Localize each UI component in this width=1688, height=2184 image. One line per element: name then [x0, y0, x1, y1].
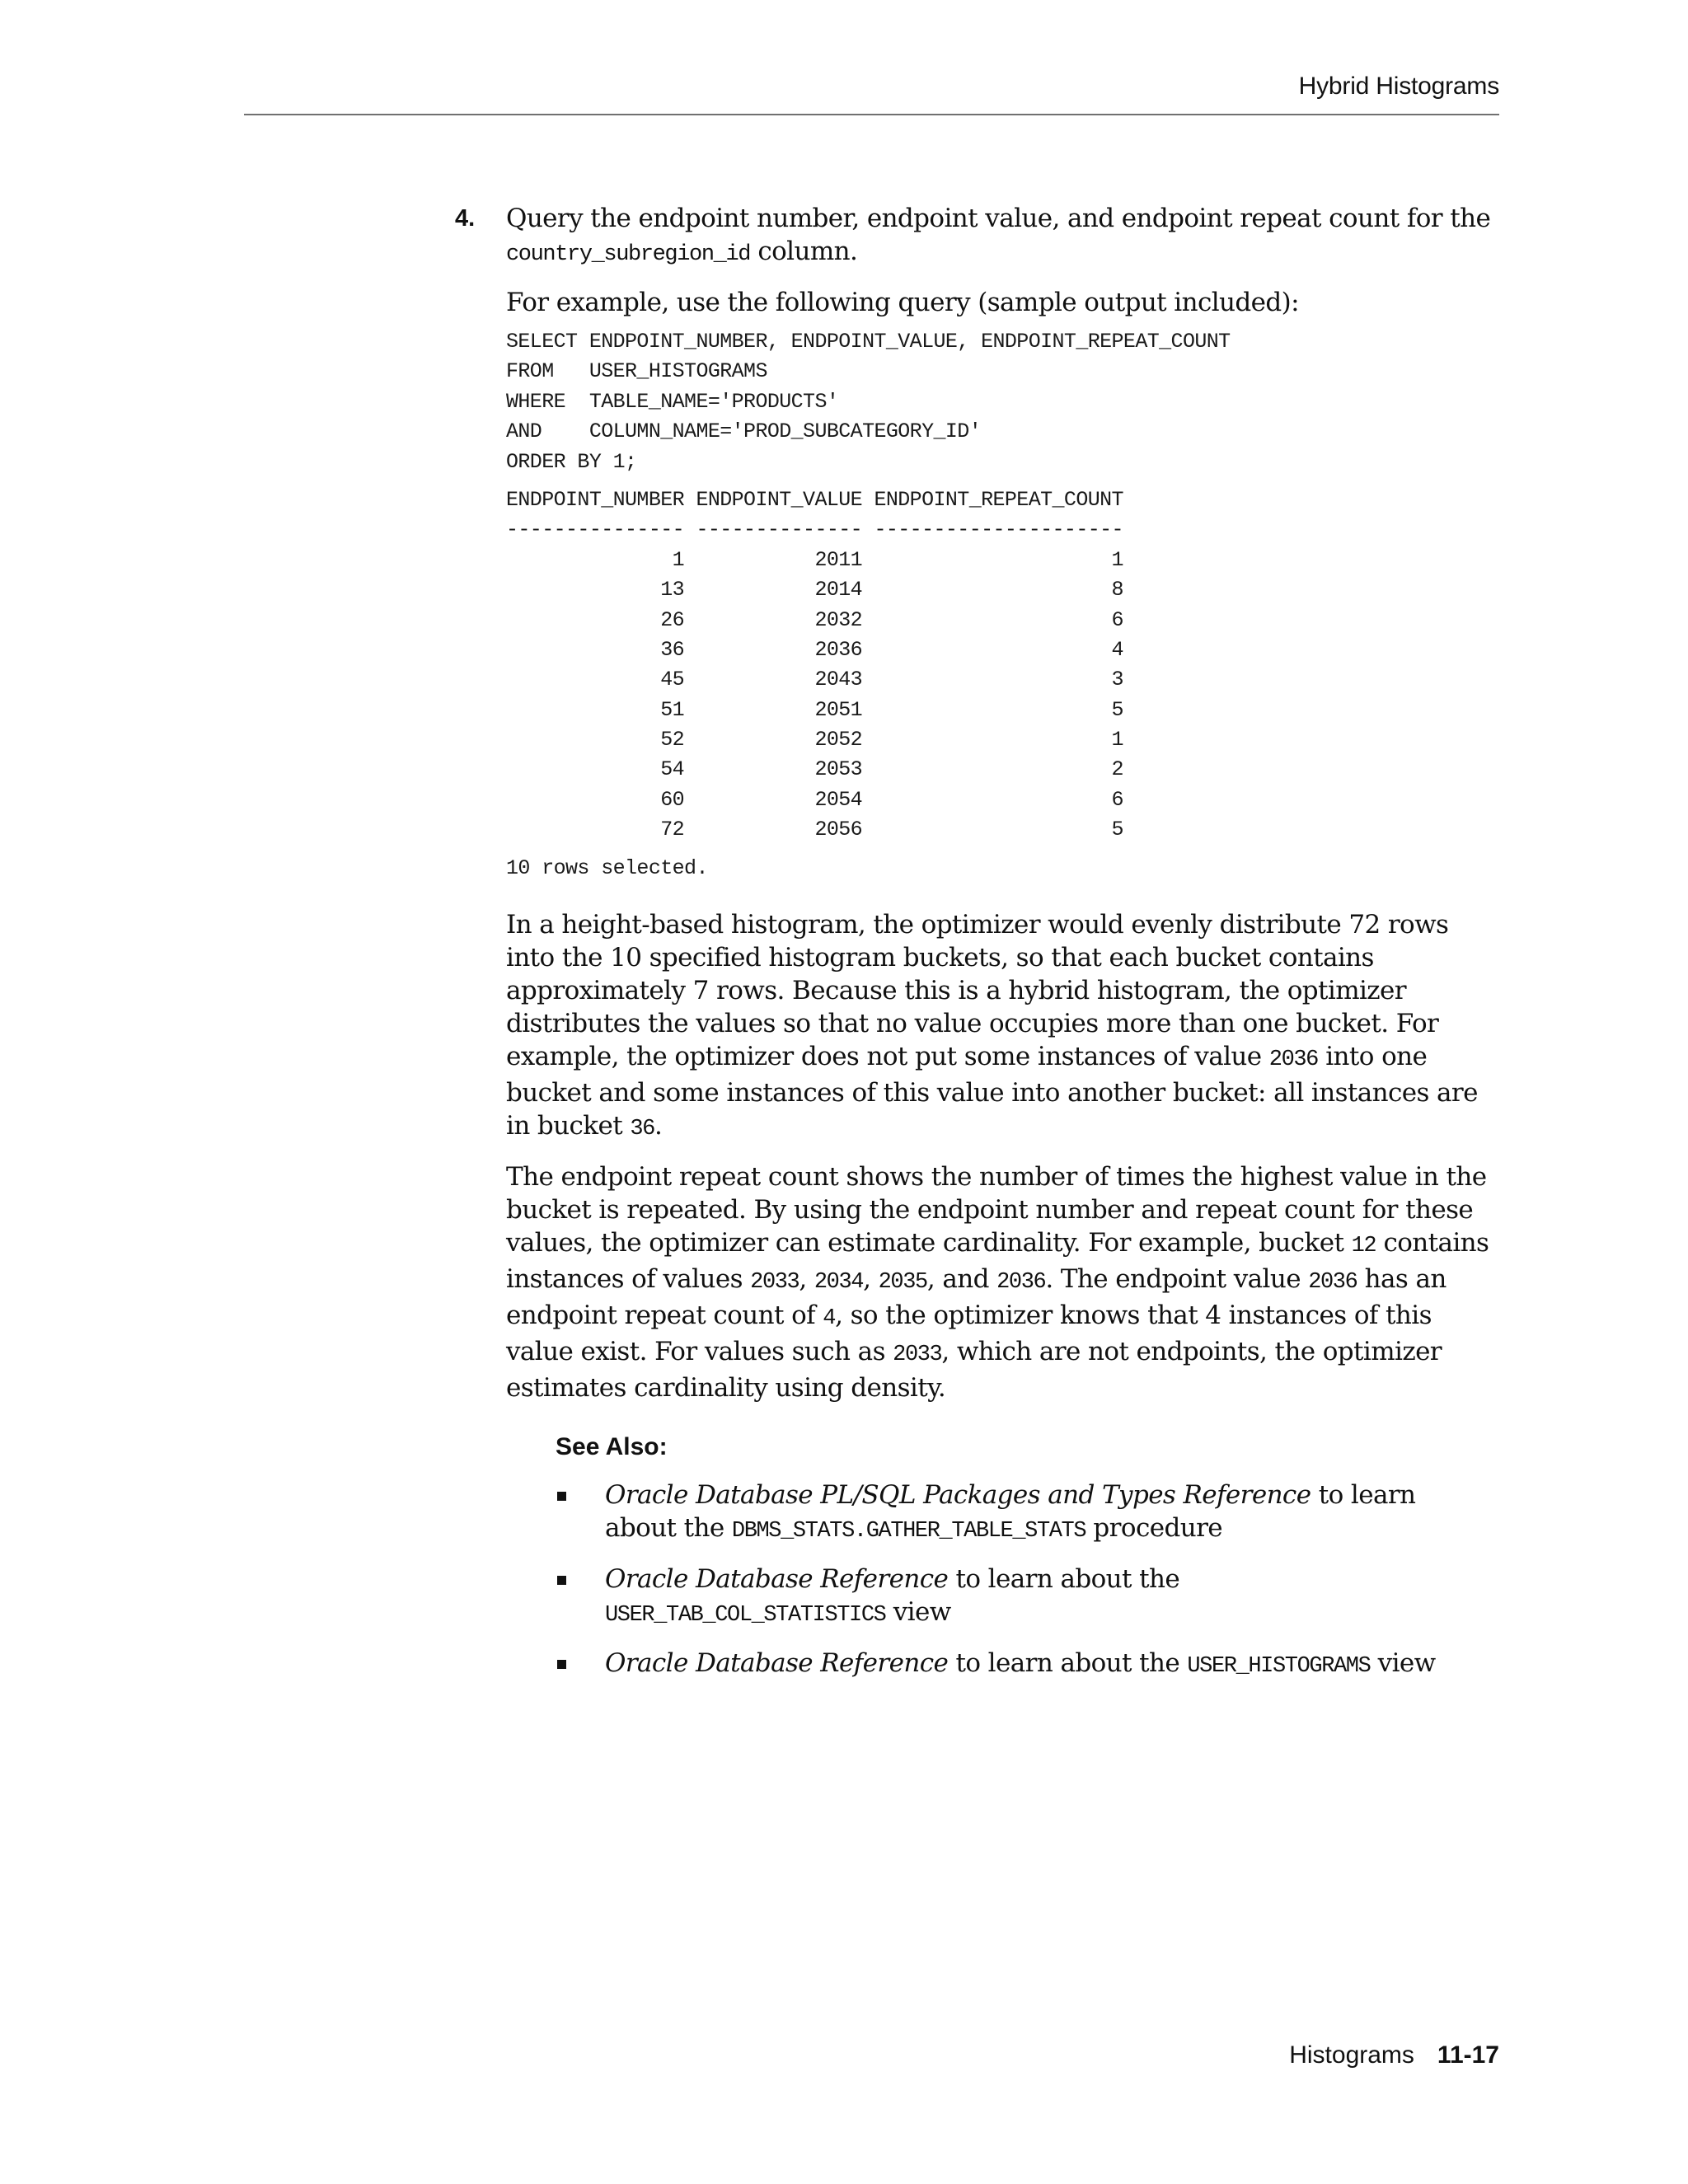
result-row: 1 2011 1: [506, 547, 1123, 572]
inline-code: 4: [823, 1306, 836, 1332]
result-row: 60 2054 6: [506, 787, 1123, 812]
inline-code: 2036: [1268, 1047, 1318, 1073]
step-intro-code: country_subregion_id: [506, 242, 751, 267]
result-row: 52 2052 1: [506, 728, 1123, 752]
see-also-box: [556, 1431, 1499, 1683]
result-row: 36 2036 4: [506, 637, 1123, 662]
rows-selected-note: [506, 854, 1499, 883]
result-row: 45 2043 3: [506, 668, 1123, 692]
step-intro-text: Query the endpoint number, endpoint value, and endpoint repeat count for the: [506, 204, 1491, 233]
paragraph-height-based: In a height-based histogram, the optimizer would evenly distribute 72 rows into the 10 specified histogram buckets, so that each bucket contains approximately 7 rows. Because this is a hybrid histogram, the optimizer distributes the values so that no value occupies more than one bucket. For example, the optimizer does not put some instances of value 2036 into one bucket and some instances of this value into another bucket: all instances are in bucket 36.: [506, 910, 1478, 1142]
see-also-item: Oracle Database Reference to learn about the USER_HISTOGRAMS view: [556, 1647, 1462, 1683]
result-row: 72 2056 5: [506, 818, 1123, 842]
book-title-link[interactable]: Oracle Database PL/SQL Packages and Types Reference: [605, 1480, 1311, 1511]
inline-code: 2033: [750, 1270, 799, 1296]
square-bullet-icon: [557, 1660, 566, 1669]
inline-code: 12: [1351, 1234, 1376, 1259]
step-4: [455, 202, 1499, 1683]
sql-query: [506, 327, 1499, 477]
inline-code: 2036: [996, 1270, 1046, 1296]
result-row: 26 2032 6: [506, 607, 1123, 632]
result-separator: --------------- -------------- ---------------------: [506, 518, 1123, 542]
page-number: 11-17: [1437, 2041, 1499, 2069]
inline-code: 2034: [814, 1270, 864, 1296]
step-number: 4.: [455, 205, 476, 232]
running-footer: [1289, 2041, 1499, 2069]
result-row: 51 2051 5: [506, 697, 1123, 722]
step-intro-end: column.: [750, 237, 858, 266]
result-header: ENDPOINT_NUMBER ENDPOINT_VALUE ENDPOINT_REPEAT_COUNT: [506, 487, 1123, 512]
inline-code: USER_HISTOGRAMS: [1187, 1654, 1371, 1680]
query-line: AND COLUMN_NAME='PROD_SUBCATEGORY_ID': [506, 419, 982, 444]
inline-code: USER_TAB_COL_STATISTICS: [605, 1603, 886, 1629]
book-title-link[interactable]: Oracle Database Reference: [605, 1648, 949, 1679]
step-intro: [506, 202, 1499, 271]
running-header: Hybrid Histograms: [1298, 73, 1499, 100]
inline-code: 36: [630, 1117, 654, 1142]
page-content: [455, 202, 1499, 1698]
result-row: 13 2014 8: [506, 578, 1123, 602]
header-rule: [244, 114, 1499, 115]
rows-selected-text: 10 rows selected.: [506, 855, 708, 880]
see-also-item: Oracle Database Reference to learn about the USER_TAB_COL_STATISTICS view: [556, 1563, 1462, 1632]
result-row: 54 2053 2: [506, 757, 1123, 782]
square-bullet-icon: [557, 1492, 566, 1501]
example-intro: For example, use the following query (sample output included):: [506, 288, 1299, 317]
query-line: FROM USER_HISTOGRAMS: [506, 359, 767, 384]
inline-code: 2033: [893, 1343, 942, 1368]
query-line: SELECT ENDPOINT_NUMBER, ENDPOINT_VALUE, ENDPOINT_REPEAT_COUNT: [506, 330, 1231, 354]
book-title-link[interactable]: Oracle Database Reference: [605, 1564, 949, 1595]
square-bullet-icon: [557, 1576, 566, 1585]
paragraph-repeat-count: The endpoint repeat count shows the number of times the highest value in the bucket is repeated. By using the endpoint number and repeat count for these values, the optimizer can estimate cardinality. For example, bucket 12 contains instances of values 2033, 2034, 2035, and 2036. The endpoint value 2036 has an endpoint repeat count of 4, so the optimizer knows that 4 instances of this value exist. For values such as 2033, which are not endpoints, the optimizer estimates cardinality using density.: [506, 1162, 1489, 1404]
footer-chapter: Histograms: [1289, 2041, 1414, 2069]
query-line: ORDER BY 1;: [506, 449, 637, 474]
inline-code: 2035: [878, 1270, 927, 1296]
query-result: [506, 485, 1499, 846]
see-also-title: See Also:: [556, 1433, 668, 1461]
inline-code: DBMS_STATS.GATHER_TABLE_STATS: [731, 1519, 1086, 1544]
see-also-item: Oracle Database PL/SQL Packages and Types Reference to learn about the DBMS_STATS.GATHER_TABLE_STATS procedure: [556, 1479, 1462, 1548]
inline-code: 2036: [1308, 1270, 1357, 1296]
query-line: WHERE TABLE_NAME='PRODUCTS': [506, 389, 839, 414]
